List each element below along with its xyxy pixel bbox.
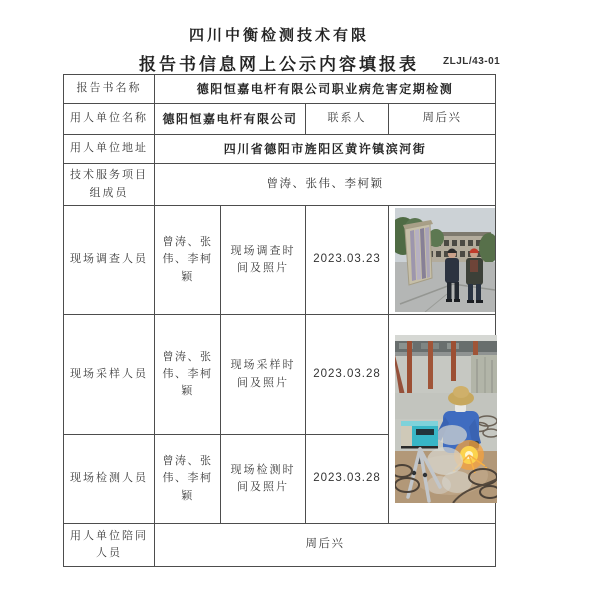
report-name-label: 报告书名称 [64,75,155,104]
sampling-testing-photo-cell [389,315,496,524]
page-header [63,24,495,75]
table-row-employer-name [64,104,496,135]
accompanying-value: 周后兴 [155,524,496,567]
site-testing-personnel: 曾涛、张伟、李柯颖 [155,435,221,524]
report-name-value: 德阳恒嘉电杆有限公司职业病危害定期检测 [155,75,496,104]
site-investigation-label: 现场调查人员 [64,206,155,315]
table-row-site-investigation [64,206,496,315]
team-members-value: 曾涛、张伟、李柯颖 [155,164,496,206]
report-form-table [63,74,496,567]
sampling-instrument [401,421,438,449]
site-investigation-photo-cell [389,206,496,315]
employer-name-label: 用人单位名称 [64,104,155,135]
employer-address-label: 用人单位地址 [64,135,155,164]
page-title-line1: 四川中衡检测技术有限 [188,27,369,44]
doc-code: ZLJL/43-01 [443,56,501,67]
site-testing-date: 2023.03.28 [306,435,389,524]
table-row-report-name [64,75,496,104]
site-sampling-time-label: 现场采样时间及照片 [221,315,306,435]
site-sampling-label: 现场采样人员 [64,315,155,435]
sampling-testing-photo [395,335,497,503]
site-sampling-personnel: 曾涛、张伟、李柯颖 [155,315,221,435]
accompanying-label: 用人单位陪同人员 [64,524,155,567]
table-row-site-sampling [64,315,496,435]
table-row-employer-address [64,135,496,164]
employer-name-value: 德阳恒嘉电杆有限公司 [155,104,306,135]
table-row-team-members [64,164,496,206]
contact-label: 联系人 [306,104,389,135]
site-investigation-date: 2023.03.23 [306,206,389,315]
site-sampling-date: 2023.03.28 [306,315,389,435]
team-members-label: 技术服务项目组成员 [64,164,155,206]
site-investigation-photo [395,208,495,312]
table-row-accompanying [64,524,496,567]
site-testing-label: 现场检测人员 [64,435,155,524]
site-investigation-personnel: 曾涛、张伟、李柯颖 [155,206,221,315]
site-investigation-time-label: 现场调查时间及照片 [221,206,306,315]
employer-address-value: 四川省德阳市旌阳区黄许镇滨河街 [155,135,496,164]
page-title-line2: 报告书信息网上公示内容填报表 [139,55,419,74]
contact-value: 周后兴 [389,104,496,135]
site-testing-time-label: 现场检测时间及照片 [221,435,306,524]
